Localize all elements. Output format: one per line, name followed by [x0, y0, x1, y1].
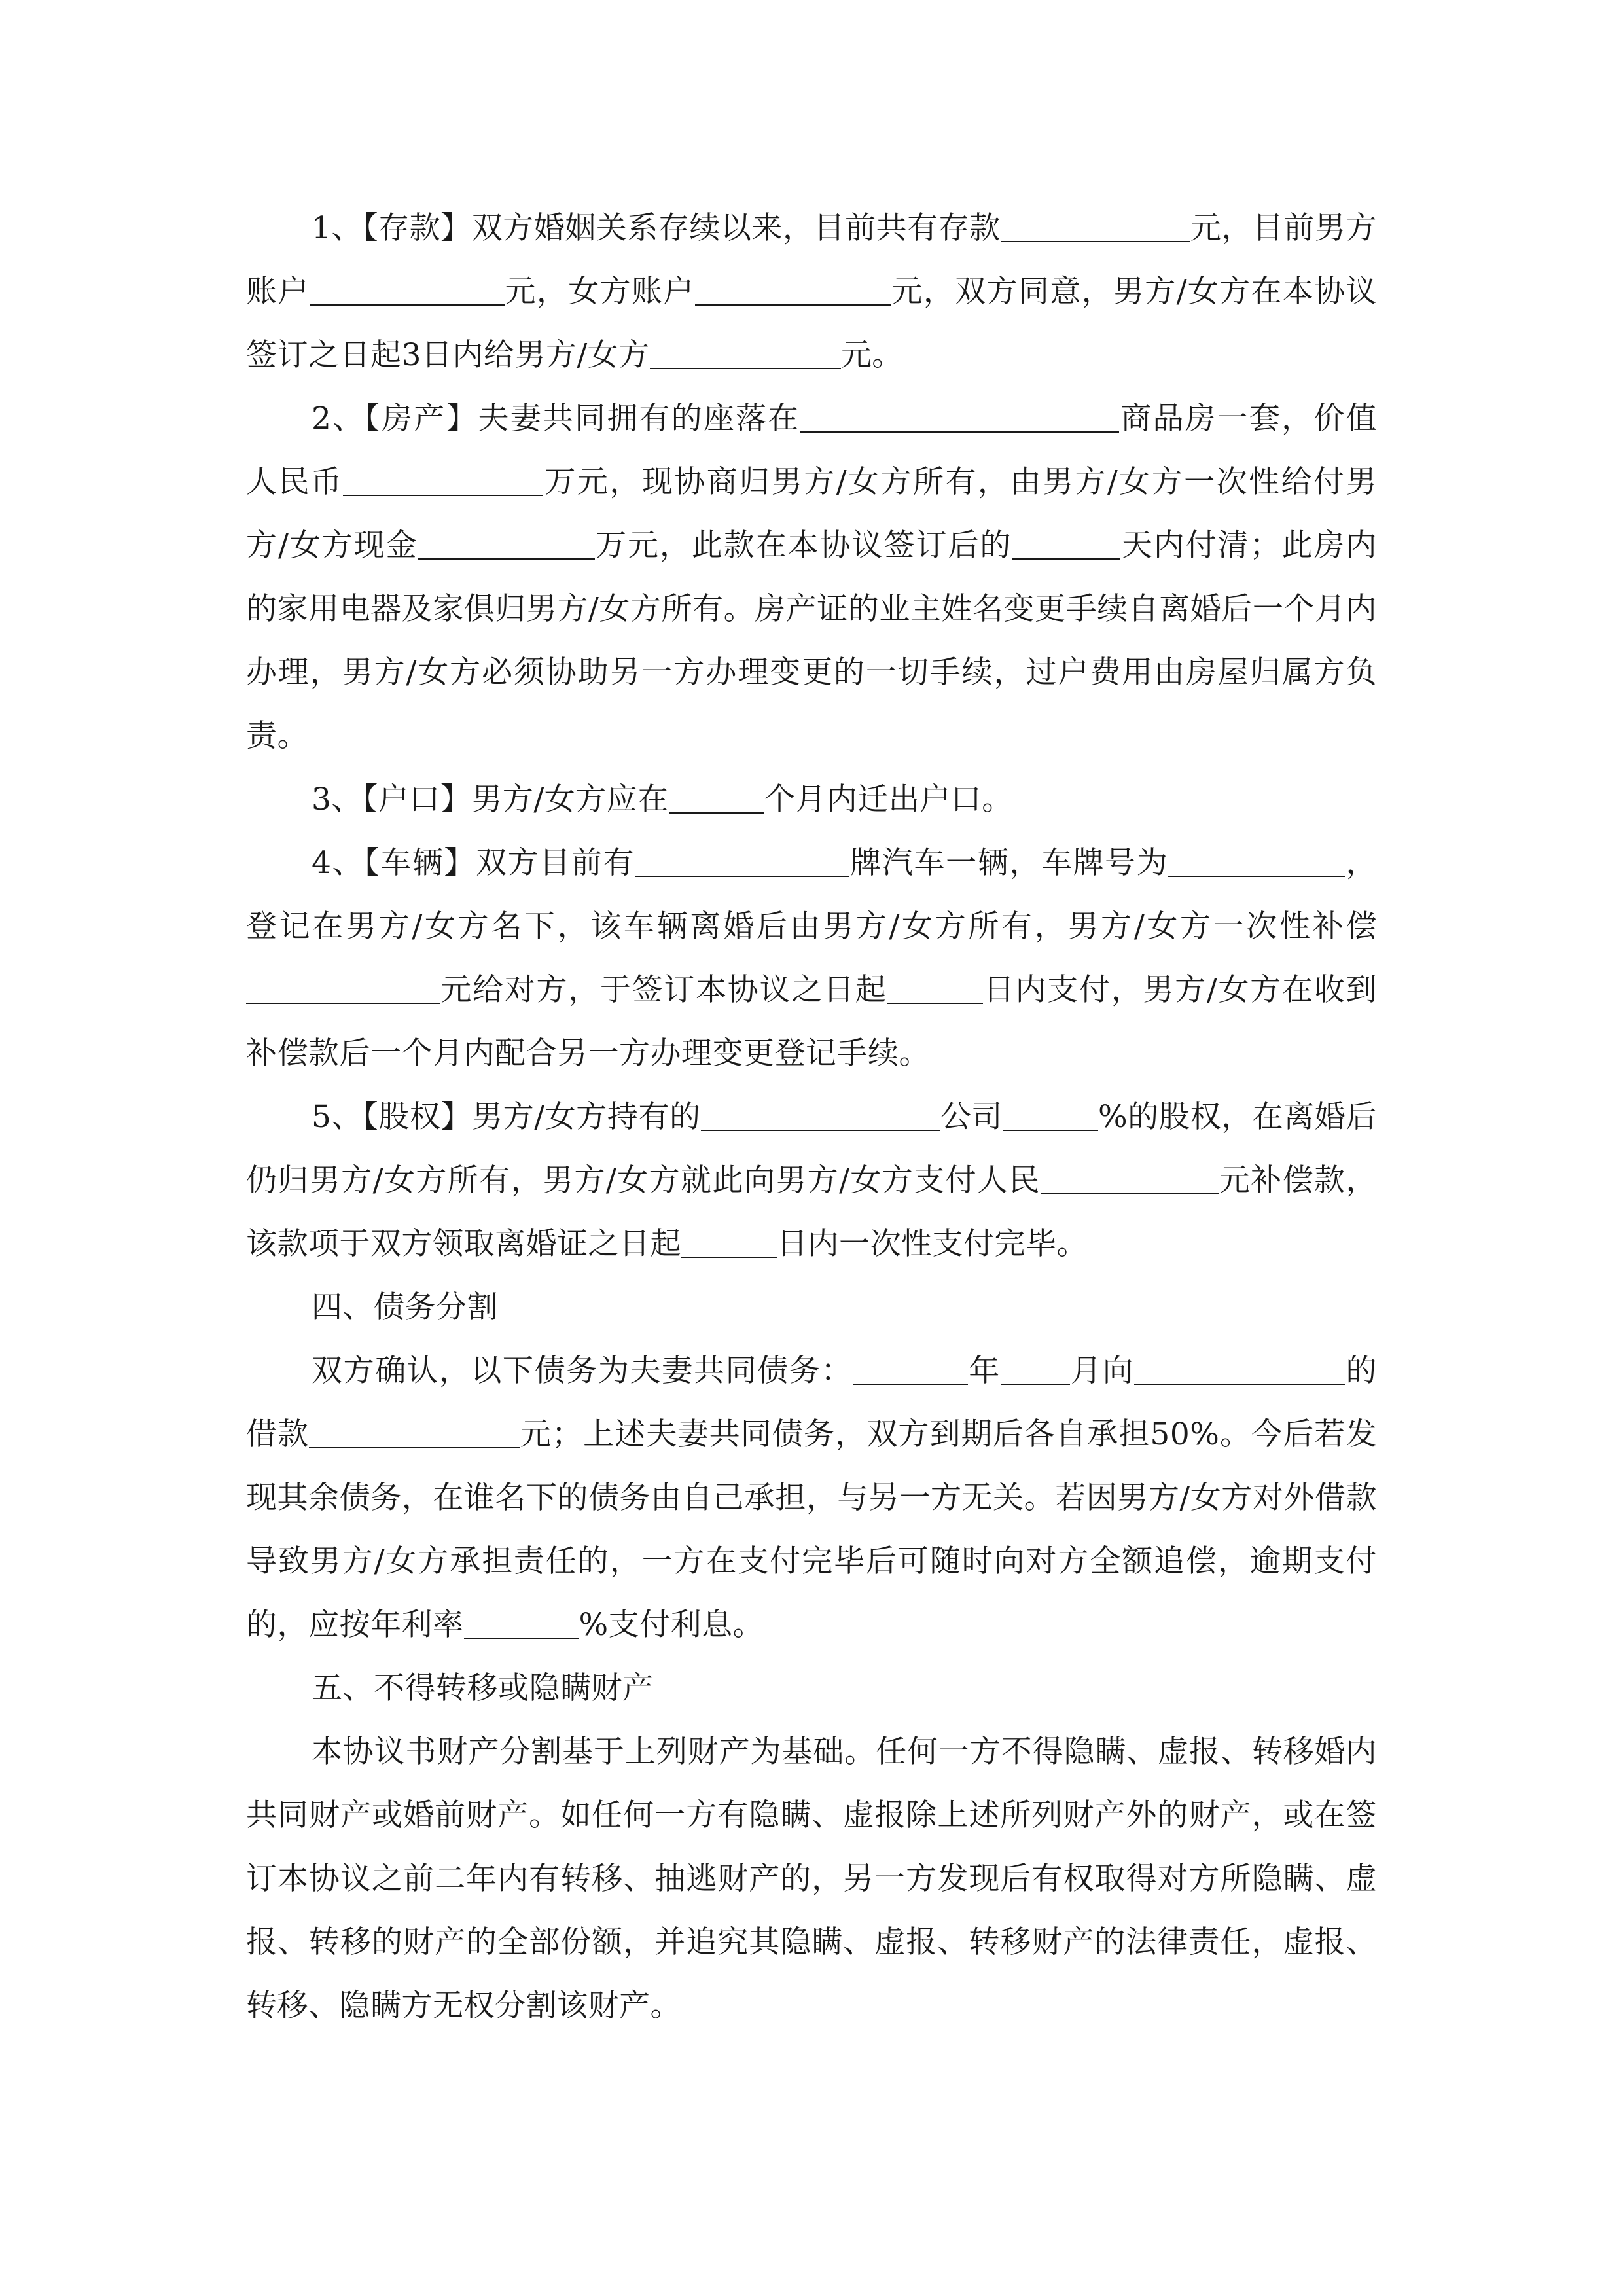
- text-segment: 元。: [840, 337, 903, 373]
- fill-blank[interactable]: [1012, 528, 1120, 560]
- text-segment: 月向: [1069, 1353, 1135, 1389]
- fill-blank[interactable]: [1003, 1099, 1098, 1131]
- text-segment: 牌汽车一辆，车牌号为: [849, 845, 1169, 881]
- text-segment: 元，女方账户: [504, 274, 695, 310]
- fill-blank[interactable]: [310, 274, 505, 306]
- text-segment: 元，双方同意，男方/女方在本协议签订之日起3日内给男方/女方: [246, 274, 1378, 373]
- text-segment: 万元，此款在本协议签订后的: [594, 528, 1012, 564]
- text-segment: 公司: [940, 1099, 1003, 1135]
- text-segment: %的股权，在离婚后仍归男方/女方所有，男方/女方就此向男方/女方支付人民: [246, 1099, 1377, 1198]
- section-heading-debt: 四、债务分割: [312, 1289, 498, 1325]
- text-segment: 商品房一套，价值人民币: [246, 401, 1377, 500]
- item-property: [246, 387, 1377, 768]
- fill-blank[interactable]: [669, 781, 764, 814]
- fill-blank[interactable]: [1041, 1162, 1219, 1194]
- text-segment: ，登记在男方/女方名下，该车辆离婚后由男方/女方所有，男方/女方一次性补偿: [246, 845, 1378, 944]
- text-segment: %支付利息。: [579, 1607, 764, 1643]
- text-segment: 日内支付，男方/女方在收到补偿款后一个月内配合另一方办理变更登记手续。: [246, 972, 1378, 1071]
- item-household: [246, 768, 1377, 831]
- fill-blank[interactable]: [246, 972, 440, 1004]
- fill-blank[interactable]: [1001, 210, 1190, 242]
- text-segment: 万元，现协商归男方/女方所有，由男方/女方一次性给付男方/女方现金: [246, 464, 1378, 564]
- item-equity: [246, 1085, 1377, 1276]
- fill-blank[interactable]: [1168, 845, 1345, 877]
- debt-paragraph: [246, 1339, 1377, 1657]
- fill-blank[interactable]: [887, 972, 983, 1004]
- text-segment: 的借款: [246, 1353, 1378, 1452]
- text-segment: 元；上述夫妻共同债务，双方到期后各自承担50%。今后若发现其余债务，在谁名下的债务由自己承担，与另一方无关。若因男方/女方对外借款导致男方/女方承担责任的，一方在支付完毕后可随时向对方全额追偿，逾期支付的，应按年利率: [246, 1416, 1378, 1643]
- text-segment: 元给对方，于签订本协议之日起: [440, 972, 887, 1008]
- text-segment: 元，目前男方账户: [246, 210, 1378, 310]
- fill-blank[interactable]: [1001, 1353, 1070, 1385]
- fill-blank[interactable]: [418, 528, 595, 560]
- fill-blank[interactable]: [464, 1607, 579, 1639]
- fill-blank[interactable]: [635, 845, 849, 877]
- section-heading-concealment: 五、不得转移或隐瞒财产: [312, 1670, 654, 1706]
- text-segment: 1、【存款】双方婚姻关系存续以来，目前共有存款: [312, 210, 1001, 246]
- fill-blank[interactable]: [853, 1353, 968, 1385]
- fill-blank[interactable]: [800, 401, 1119, 433]
- text-segment: 2、【房产】夫妻共同拥有的座落在: [312, 401, 800, 437]
- fill-blank[interactable]: [701, 1099, 940, 1131]
- text-segment: 元补偿款，该款项于双方领取离婚证之日起: [246, 1162, 1377, 1262]
- document-page: [246, 196, 1377, 2037]
- text-segment: 日内一次性支付完毕。: [777, 1226, 1088, 1262]
- fill-blank[interactable]: [343, 464, 543, 496]
- fill-blank[interactable]: [681, 1226, 777, 1258]
- text-segment: 4、【车辆】双方目前有: [312, 845, 635, 881]
- fill-blank[interactable]: [1134, 1353, 1345, 1385]
- text-segment: 年: [968, 1353, 1001, 1389]
- text-segment: 5、【股权】男方/女方持有的: [312, 1099, 701, 1135]
- concealment-paragraph: 本协议书财产分割基于上列财产为基础。任何一方不得隐瞒、虚报、转移婚内共同财产或婚前财产。如任何一方有隐瞒、虚报除上述所列财产外的财产，或在签订本协议之前二年内有转移、抽逃财产的，另一方发现后有权取得对方所隐瞒、虚报、转移的财产的全部份额，并追究其隐瞒、虚报、转移财产的法律责任，虚报、转移、隐瞒方无权分割该财产。: [246, 1734, 1377, 2024]
- item-vehicle: [246, 831, 1377, 1085]
- text-segment: 双方确认，以下债务为夫妻共同债务：: [312, 1353, 853, 1389]
- text-segment: 个月内迁出户口。: [764, 781, 1013, 817]
- text-segment: 3、【户口】男方/女方应在: [312, 781, 669, 817]
- fill-blank[interactable]: [309, 1416, 520, 1448]
- item-deposit: [246, 196, 1377, 387]
- fill-blank[interactable]: [695, 274, 891, 306]
- text-segment: 天内付清；此房内的家用电器及家俱归男方/女方所有。房产证的业主姓名变更手续自离婚后一个月内办理，男方/女方必须协助另一方办理变更的一切手续，过户费用由房屋归属方负责。: [246, 528, 1377, 754]
- fill-blank[interactable]: [650, 337, 841, 369]
